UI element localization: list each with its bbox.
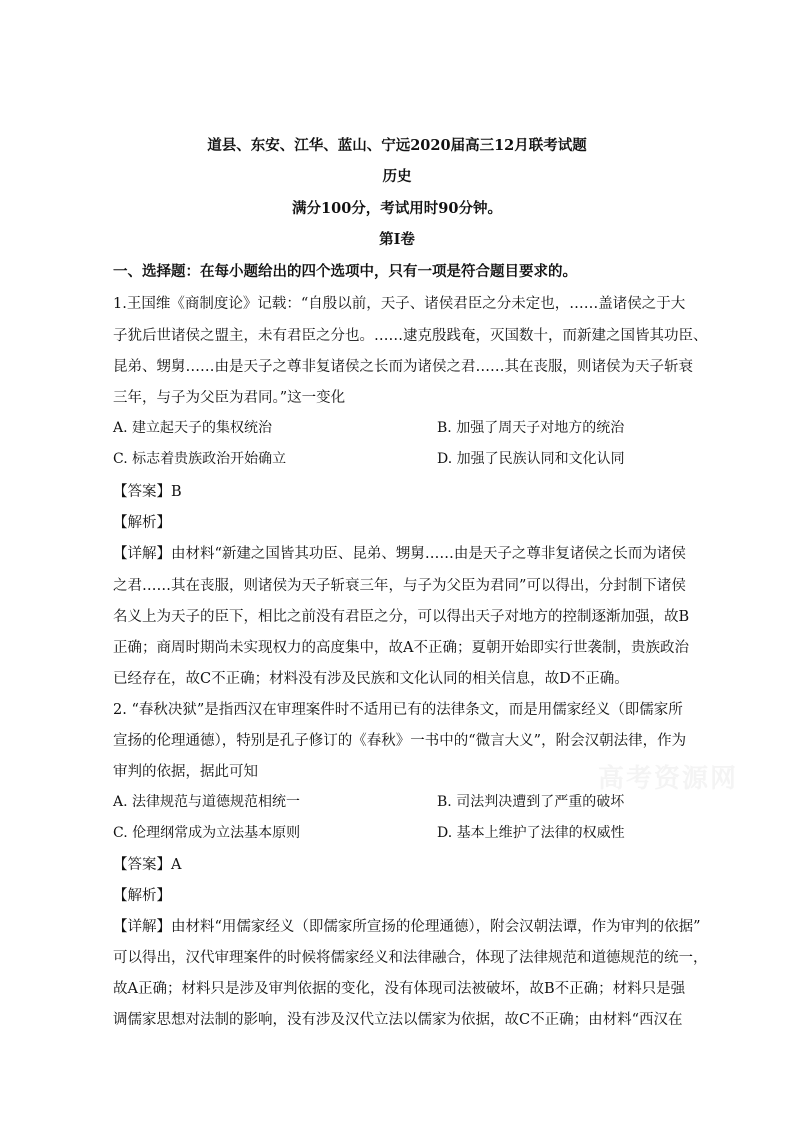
watermark: 高考资源网 [598, 764, 739, 794]
subject-title: 历史 [382, 168, 412, 185]
q1-detail-line: 已经存在，故C不正确；材料没有涉及民族和文化认同的相关信息，故D不正确。 [113, 671, 629, 687]
q1-answer: 【答案】B [113, 484, 182, 500]
q2-detail-line: 可以得出，汉代审理案件的时候将儒家经义和法律融合，体现了法律规范和道德规范的统一， [113, 950, 708, 966]
q1-option-a: A. 建立起天子的集权统治 [113, 420, 273, 436]
section-heading: 一、选择题：在每小题给出的四个选项中，只有一项是符合题目要求的。 [113, 263, 577, 280]
q2-option-b: B. 司法判决遭到了严重的破坏 [437, 794, 625, 810]
volume-title: 第I卷 [379, 231, 415, 248]
q1-option-b: B. 加强了周天子对地方的统治 [437, 420, 625, 436]
q2-detail-line: 【详解】由材料“用儒家经义（即儒家所宣扬的伦理通德），附会汉朝法谭，作为审判的依据” [113, 919, 701, 935]
q2-option-c: C. 伦理纲常成为立法基本原则 [113, 825, 301, 841]
q1-stem-line: 子犹后世诸侯之盟主，未有君臣之分也。……逮克殷践奄，灭国数十，而新建之国皆其功臣、 [113, 328, 708, 344]
q2-option-a: A. 法律规范与道德规范相统一 [113, 794, 301, 810]
q1-stem-line: 三年，与子为父臣为君同。”这一变化 [113, 390, 346, 406]
q1-stem-line: 昆弟、甥舅……由是天子之尊非复诸侯之长而为诸侯之君……其在丧服，则诸侯为天子斩衰 [113, 359, 693, 375]
q2-stem-line: 审判的依据，据此可知 [113, 764, 258, 780]
q1-detail-line: 之君……其在丧服，则诸侯为天子斩衰三年，与子为父臣为君同”可以得出，分封制下诸侯 [113, 578, 686, 594]
q2-answer: 【答案】A [113, 857, 182, 873]
q2-stem-line: 2. “春秋决狱”是指西汉在审理案件时不适用已有的法律条文，而是用儒家经义（即儒家所 [113, 702, 683, 718]
q1-option-d: D. 加强了民族认同和文化认同 [437, 451, 625, 467]
q2-detail-line: 故A正确；材料只是涉及审判依据的变化，没有体现司法被破坏，故B不正确；材料只是强 [113, 981, 686, 997]
q1-detail-line: 【详解】由材料“新建之国皆其功臣、昆弟、甥舅……由是天子之尊非复诸侯之长而为诸侯 [113, 546, 686, 562]
exam-title: 道县、东安、江华、蓝山、宁远2020届高三12月联考试题 [207, 137, 587, 154]
q2-stem-line: 宣扬的伦理通德），特别是孔子修订的《春秋》一书中的“微言大义”，附会汉朝法律，作为 [113, 733, 687, 749]
q1-detail-line: 名义上为天子的臣下，相比之前没有君臣之分，可以得出天子对地方的控制逐渐加强，故B [113, 609, 690, 625]
q2-option-d: D. 基本上维护了法律的权威性 [437, 825, 625, 841]
q1-stem-line: 1.王国维《商制度论》记载：“自殷以前，天子、诸侯君臣之分未定也，……盖诸侯之于大 [113, 296, 686, 312]
q2-detail-line: 调儒家思想对法制的影响，没有涉及汉代立法以儒家为依据，故C不正确；由材料“西汉在 [113, 1012, 683, 1028]
exam-info: 满分100分，考试用时90分钟。 [292, 200, 502, 217]
q1-analysis-label: 【解析】 [113, 515, 171, 531]
q1-detail-line: 正确；商周时期尚未实现权力的高度集中，故A不正确；夏朝开始即实行世袭制，贵族政治 [113, 640, 689, 656]
q2-analysis-label: 【解析】 [113, 888, 171, 904]
q1-option-c: C. 标志着贵族政治开始确立 [113, 451, 287, 467]
